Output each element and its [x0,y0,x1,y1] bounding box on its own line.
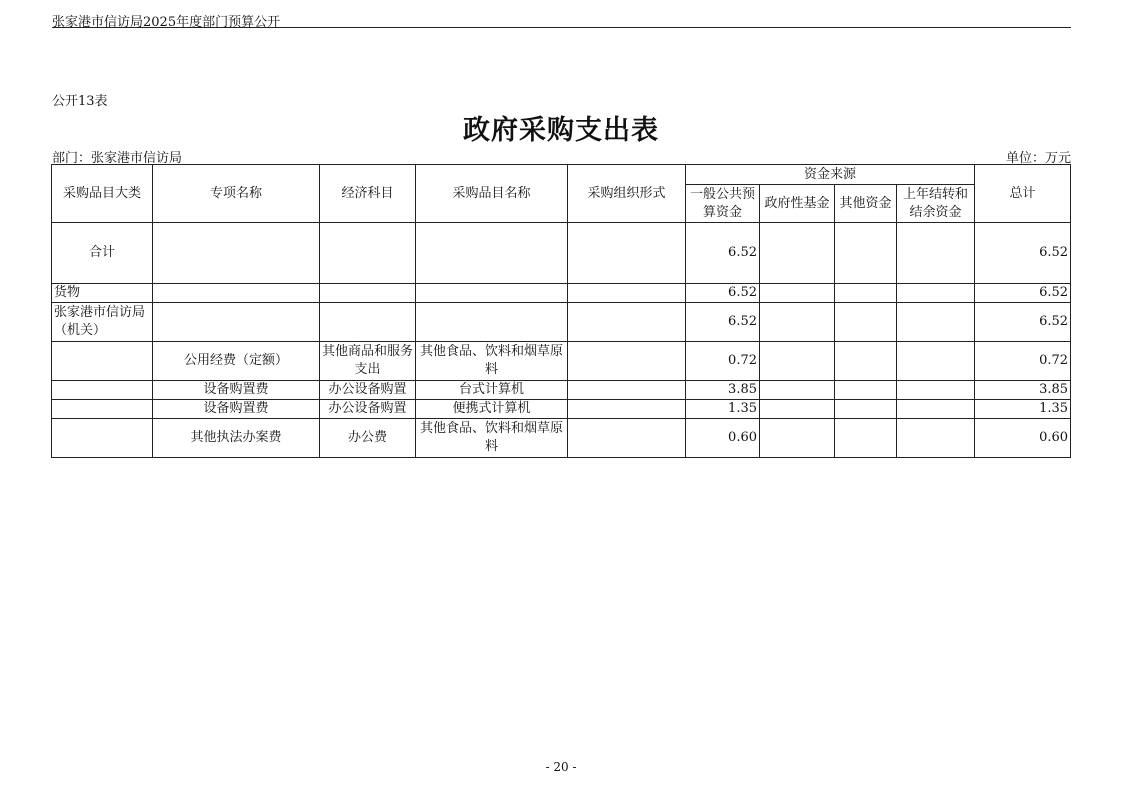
cell-econ: 办公设备购置 [320,400,416,419]
cell-general: 1.35 [686,400,760,419]
cell-gov-fund [760,381,835,400]
cell-category [52,400,153,419]
table-row [52,381,1071,400]
cell-gov-fund [760,419,835,458]
table-row [52,342,1071,381]
cell-item [416,303,568,342]
cell-item [416,223,568,284]
cell-econ: 办公设备购置 [320,381,416,400]
cell-gov-fund [760,400,835,419]
cell-carry [897,419,975,458]
unit-label: 单位：万元 [1005,151,1071,166]
header-item: 采购品目名称 [416,165,568,223]
cell-item: 其他食品、饮料和烟草原料 [416,419,568,458]
table-row [52,303,1071,342]
cell-item: 台式计算机 [416,381,568,400]
cell-econ [320,284,416,303]
cell-project [153,284,320,303]
cell-project: 其他执法办案费 [153,419,320,458]
cell-econ: 办公费 [320,419,416,458]
cell-carry [897,223,975,284]
cell-category: 货物 [52,284,153,303]
cell-econ: 其他商品和服务支出 [320,342,416,381]
table-row [52,400,1071,419]
cell-other [835,381,897,400]
header-rule [52,27,1071,28]
cell-general: 0.72 [686,342,760,381]
document-header: 张家港市信访局2025年度部门预算公开 [52,15,281,30]
cell-econ [320,303,416,342]
cell-form [568,381,686,400]
cell-total: 1.35 [975,400,1071,419]
cell-other [835,342,897,381]
cell-item: 便携式计算机 [416,400,568,419]
header-project: 专项名称 [153,165,320,223]
cell-category: 张家港市信访局（机关） [52,303,153,342]
cell-form [568,223,686,284]
cell-project: 设备购置费 [153,381,320,400]
page-title: 政府采购支出表 [463,115,659,146]
cell-carry [897,284,975,303]
department-label: 部门：张家港市信访局 [52,151,183,166]
cell-general: 3.85 [686,381,760,400]
header-other: 其他资金 [835,185,897,223]
cell-total: 6.52 [975,223,1071,284]
cell-item [416,284,568,303]
cell-form [568,303,686,342]
cell-category [52,381,153,400]
cell-gov-fund [760,342,835,381]
cell-total: 0.60 [975,419,1071,458]
header-funding: 资金来源 [686,165,975,185]
cell-other [835,303,897,342]
cell-item: 其他食品、饮料和烟草原料 [416,342,568,381]
cell-general: 0.60 [686,419,760,458]
table-row [52,419,1071,458]
cell-carry [897,342,975,381]
cell-project [153,303,320,342]
cell-other [835,223,897,284]
header-carry: 上年结转和结余资金 [897,185,975,223]
cell-form [568,419,686,458]
cell-gov-fund [760,223,835,284]
cell-project: 设备购置费 [153,400,320,419]
cell-total: 3.85 [975,381,1071,400]
cell-other [835,284,897,303]
cell-project: 公用经费（定额） [153,342,320,381]
cell-carry [897,303,975,342]
header-econ: 经济科目 [320,165,416,223]
cell-project [153,223,320,284]
cell-form [568,342,686,381]
cell-category [52,342,153,381]
cell-general: 6.52 [686,223,760,284]
cell-total: 6.52 [975,303,1071,342]
cell-carry [897,381,975,400]
cell-form [568,400,686,419]
cell-total: 6.52 [975,284,1071,303]
cell-general: 6.52 [686,284,760,303]
cell-carry [897,400,975,419]
page-number: - 20 - [545,760,577,774]
cell-general: 6.52 [686,303,760,342]
header-total: 总计 [975,165,1071,223]
header-gov-fund: 政府性基金 [760,185,835,223]
cell-gov-fund [760,303,835,342]
cell-other [835,400,897,419]
table-row [52,284,1071,303]
cell-total: 0.72 [975,342,1071,381]
header-general: 一般公共预算资金 [686,185,760,223]
header-category: 采购品目大类 [52,165,153,223]
cell-category: 合计 [52,223,153,284]
table-number: 公开13表 [52,94,108,109]
procurement-table [51,164,1071,458]
cell-econ [320,223,416,284]
header-form: 采购组织形式 [568,165,686,223]
cell-category [52,419,153,458]
cell-form [568,284,686,303]
cell-gov-fund [760,284,835,303]
table-row [52,223,1071,284]
cell-other [835,419,897,458]
